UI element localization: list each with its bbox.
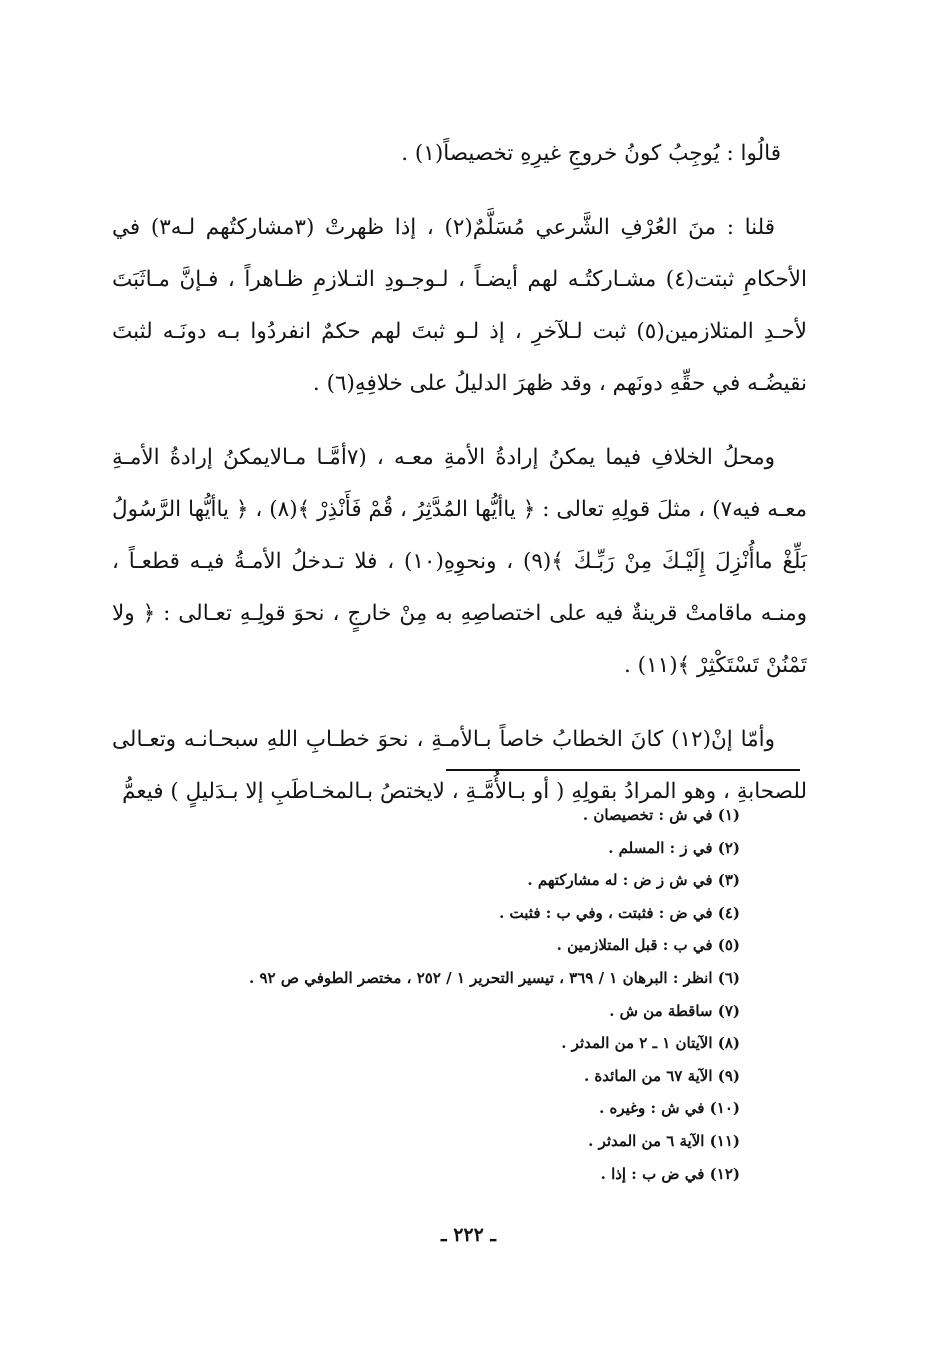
footnote-1: (١) في ش : تخصيصان .	[582, 806, 740, 824]
footnote-10: (١٠) في ش : وغيره .	[599, 1099, 740, 1118]
footnote-4: (٤) في ض : فثبتت ، وفي ب : فثبت .	[499, 903, 740, 922]
footnote-5: (٥) في ب : قبل المتلازمين .	[556, 936, 740, 955]
page-number: ـ ٢٢٢ ـ	[441, 1224, 496, 1246]
footnote-11: (١١) الآية ٦ من المدثر .	[588, 1131, 740, 1150]
paragraph-3: ومحلُ الخلافِ فيما يمكنُ إرادةُ الأمةِ معـه ، (٧أمَّـا مـالايمكنُ إرادةُ الأمـةِ معـه فيه٧) ، مثلَ قولِهِ تعالى : ﴿ ياأيُّها المُدَّثِرُ ، قُمْ فَأَنْذِرْ ﴾(٨) ، ﴿ ياأيُّها الرَّسُولُ بَلِّغْ ماأُنْزِلَ إِلَيْـكَ مِنْ رَبِّـكَ ﴾(٩) ، ونحوِهِ(١٠) ، فلا تـدخلُ الأمـةُ فيـه قطعـاً ، ومنـه ماقامتْ قرينةٌ فيه على اختصاصِهِ به مِنْ خارجٍ ، نحوَ قولِـهِ تعـالى : ﴿ ولا تَمْنُنْ تَسْتَكْثِرْ ﴾(١١) .	[112, 445, 807, 678]
footnote-9: (٩) الآية ٦٧ من المائدة .	[583, 1066, 740, 1085]
footnote-8: (٨) الآيتان ١ ـ ٢ من المدثر .	[561, 1034, 740, 1053]
footnote-divider	[446, 769, 800, 771]
paragraph-1: قالُوا : يُوجِبُ كونُ خروجِ غيرِهِ تخصيصاً(١) .	[401, 141, 781, 166]
main-text	[112, 128, 807, 840]
footnote-3: (٣) في ش ز ض : له مشاركتهم .	[527, 871, 740, 890]
footnote-6: (٦) انظر : البرهان ١ / ٣٦٩ ، تيسير التحرير ١ / ٢٥٢ ، مختصر الطوفي ص ٩٢ .	[249, 968, 740, 987]
paragraph-2: قلنا : منَ العُرْفِ الشَّرعي مُسَلَّمٌ(٢) ، إذا ظهرتْ (٣مشاركتُهم لـه٣) في الأحكامِ ثبتت(٤) مشـاركتُـه لهم أيضـاً ، لـوجـودِ التـلازمِ ظـاهراً ، فـإنَّ مـاثَبَتَ لأحـدِ المتلازمين(٥) ثبت لـلآخرِ ، إذ لـو ثبتَ لهم حكمٌ انفردُوا بـه دونَـه لثبتَ نقيضُـه في حقِّهِ دونَهم ، وقد ظهرَ الدليلُ على خلافِهِ(٦) .	[112, 215, 807, 396]
paragraph-4: وأمّا إنْ(١٢) كانَ الخطابُ خاصاً بـالأمـةِ ، نحوَ خطـابِ اللهِ سبحـانـه وتعـالى للصحابةِ ، وهو المرادُ بقولِهِ ( أو بـالأُمَّـةِ ، لايختصُ بـالمخـاطَبِ إلا بـدَليلٍ ) فيعمُّ	[112, 727, 807, 804]
footnote-2: (٢) في ز : المسلم .	[608, 838, 740, 857]
footnote-7: (٧) ساقطة من ش .	[609, 1001, 740, 1020]
footnotes	[100, 799, 740, 1190]
footnote-12: (١٢) في ض ب : إذا .	[600, 1164, 740, 1183]
